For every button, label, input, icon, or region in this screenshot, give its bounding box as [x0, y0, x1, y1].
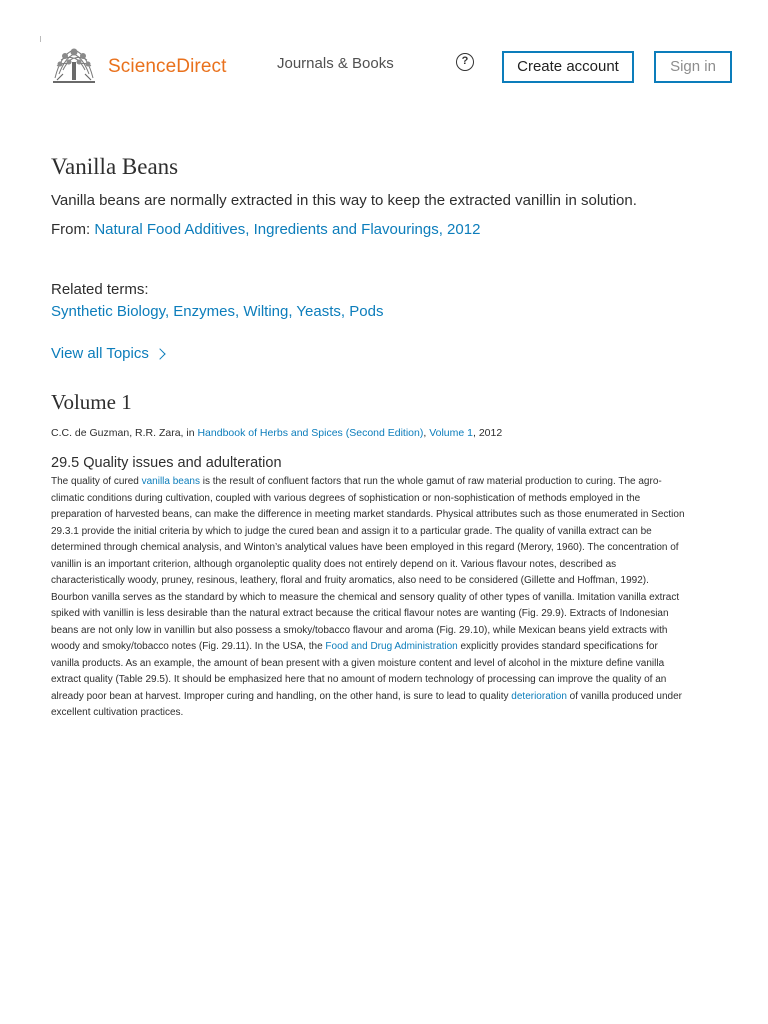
from-line [51, 221, 480, 238]
volume-link[interactable]: Volume 1 [429, 427, 473, 439]
view-all-topics-label: View all Topics [51, 345, 149, 362]
sciencedirect-logo[interactable] [51, 44, 227, 86]
related-term-link[interactable]: Pods [349, 303, 384, 320]
chevron-right-icon [154, 348, 165, 359]
header-tick-mark [40, 36, 41, 42]
journals-books-link[interactable]: Journals & Books [277, 55, 394, 72]
excerpt-text: of vanilla produced under excellent cultivation practices. [51, 690, 682, 718]
source-book-link[interactable]: Natural Food Additives, Ingredients and Flavourings, 2012 [94, 221, 481, 238]
page-title: Vanilla Beans [51, 154, 179, 179]
excerpt-text: The quality of cured [51, 476, 139, 487]
topic-definition: Vanilla beans are normally extracted in this way to keep the extracted vanillin in solution. [51, 192, 637, 209]
help-icon[interactable]: ? [456, 53, 474, 71]
fda-link[interactable]: Food and Drug Administration [325, 641, 458, 652]
related-term-link[interactable]: Wilting [243, 303, 289, 320]
authors: C.C. de Guzman, R.R. Zara, in [51, 427, 195, 439]
deterioration-link[interactable]: deterioration [511, 690, 567, 702]
view-all-topics-link[interactable] [51, 345, 164, 362]
chapter-excerpt [51, 474, 687, 722]
related-term-link[interactable]: Yeasts [296, 303, 341, 320]
vanilla-beans-link[interactable]: vanilla beans [141, 476, 200, 487]
excerpt-text: explicitly provides standard specifications for vanilla products. As an example, the amount of bean present with a given moisture content and level of alcohol in the mixture define vanilla extract quality (Table 29.5). It should be emphasized here that no amount of modern technology of processing can improve the quality of an already poor bean at harvest. Improper curing and handling, on the other hand, is sure to lead to quality [51, 641, 667, 702]
citation-year: , 2012 [472, 427, 503, 439]
chapter-citation: C.C. de Guzman, R.R. Zara, in Handbook of Herbs and Spices (Second Edition), Volume 1, 2012 [51, 427, 503, 439]
section-heading: 29.5 Quality issues and adulteration [51, 455, 282, 471]
from-label: From: [51, 221, 91, 238]
brand-name: ScienceDirect [108, 56, 227, 77]
create-account-button[interactable]: Create account [502, 51, 634, 83]
related-term-link[interactable]: Synthetic Biology [51, 303, 165, 320]
book-title-link[interactable]: Handbook of Herbs and Spices (Second Edition) [197, 427, 424, 439]
related-terms-label: Related terms: [51, 281, 149, 298]
elsevier-tree-icon [51, 44, 97, 86]
excerpt-text: is the result of confluent factors that run the whole gamut of raw material production to curing. The agro-climatic conditions during cultivation, coupled with various degrees of sophistication or non-sophistication of methods employed in the preparation of harvested beans, can make the difference in meeting market standards. Physical attributes such as those enumerated in Section 29.3.1 provide the initial criteria by which to judge the cured bean and assign it to a particular grade. The quality of vanilla extract can be determined through chemical analysis, and Winton’s analytical values have been employed in this regard (Merory, 1960). The concentration of vanillin is an important criterion, although organoleptic quality does not entirely depend on it. Various flavour notes, described as characteristically woody, pruney, resinous, leathery, floral and fruity aromatics, also need to be considered (Gillette and Hoffman, 1992). Bourbon vanilla serves as the standard by which to measure the chemical and sensory quality of other types of vanilla. Imitation vanilla extract spiked with vanillin is less desirable than the natural extract because the critical flavour notes are wanting (Fig. 29.9). Extracts of Indonesian beans are not only low in vanillin but also possess a smoky/tobacco flavour and aroma (Fig. 29.10), while Mexican beans yield extracts with woody and smoky/tobacco notes (Fig. 29.11). In the USA, the [51, 476, 685, 652]
chapter-volume-title: Volume 1 [51, 390, 132, 414]
related-term-link[interactable]: Enzymes [173, 303, 235, 320]
related-terms-list: Synthetic Biology, Enzymes, Wilting, Yeasts, Pods [51, 303, 384, 320]
site-header [0, 0, 768, 110]
sign-in-button[interactable]: Sign in [654, 51, 732, 83]
